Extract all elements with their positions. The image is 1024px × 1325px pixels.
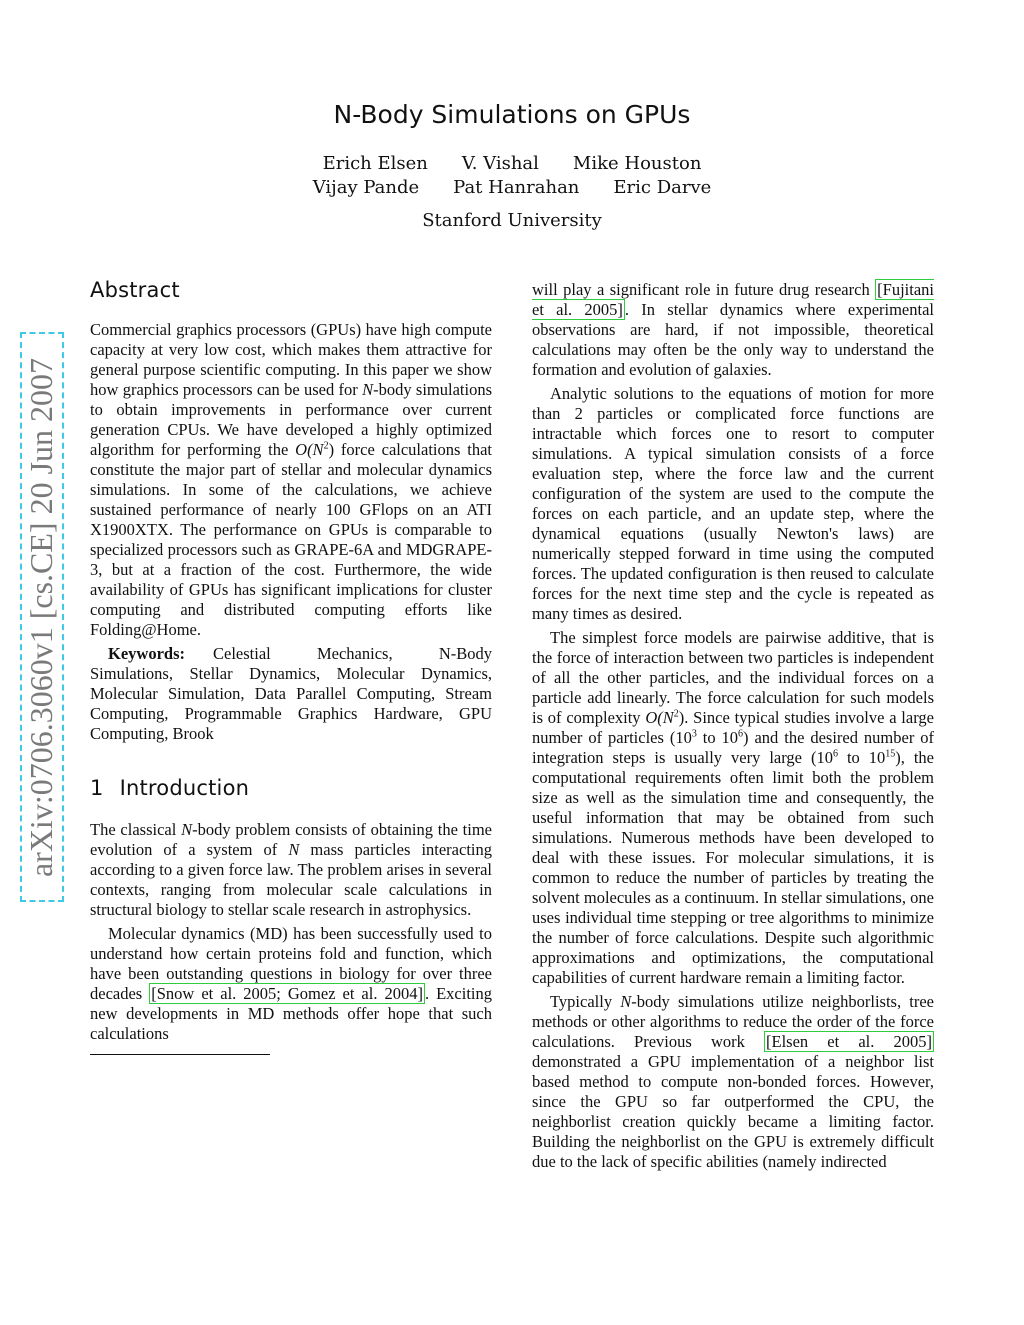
footnote-rule — [90, 1054, 270, 1055]
keywords — [90, 644, 492, 744]
section-number: 1 — [90, 776, 104, 800]
section-title: Introduction — [119, 776, 250, 800]
arxiv-stamp — [20, 332, 64, 902]
right-column — [532, 280, 934, 1176]
arxiv-id: arXiv:0706.3060v1 [cs.CE] 20 Jun 2007 — [23, 357, 60, 877]
citation-link[interactable]: [Snow et al. 2005; Gomez et al. 2004] — [151, 984, 423, 1003]
citation-link[interactable]: [Fujitani et al. 2005] — [532, 280, 934, 319]
right-paragraph-4: Typically N-body simulations utilize neighborlists, tree methods or other algorithms to reduce the order of the force calculations. Previous work [Elsen et al. 2005] demonstrated a GPU implementation of a neighbor list based method to compute non-bonded forces. However, since the GPU so far outperformed the CPU, the neighborlist creation quickly became a limiting factor. Building the neighborlist on the GPU is extremely difficult due to the lack of specific abilities (namely indirected — [532, 992, 934, 1171]
right-paragraph-1: will play a significant role in future drug research [Fujitani et al. 2005] . In stellar dynamics where experimental observations are hard, if not impossible, theoretical calculations may often be the only way to understand the formation and evolution of galaxies. — [532, 280, 934, 379]
author: Eric Darve — [613, 177, 712, 198]
author: Pat Hanrahan — [453, 177, 580, 198]
author: Mike Houston — [572, 153, 702, 174]
abstract-text: Commercial graphics processors (GPUs) have high compute capacity at very low cost, which makes them attractive for general purpose scientific computing. In this paper we show how graphics processors can be used for N-body simulations to obtain improvements in performance over current generation CPUs. We have developed a highly optimized algorithm for performing the $O(N^2)$ force calculations that constitute the major part of stellar and molecular dynamics simulations. In some of the calculations, we achieve sustained performance of nearly 100 GFlops on an ATI X1900XTX. The performance on GPUs is comparable to specialized processors such as GRAPE-6A and MDGRAPE-3, but at a fraction of the cost. Furthermore, the wide availability of GPUs has significant implications for cluster computing and distributed computing efforts like Folding@Home. — [90, 320, 492, 639]
intro-paragraph-2: Molecular dynamics (MD) has been successfully used to understand how certain proteins fold and function, which have been outstanding questions in biology for over three decades [Snow et al. 2005; Gomez et al. 2004] . Exciting new developments in MD methods offer hope that such calculations — [90, 924, 493, 1043]
intro-paragraph-1: The classical N-body problem consists of obtaining the time evolution of a system of N mass particles interacting according to a given force law. The problem arises in several contexts, ranging from molecular scale calculations in structural biology to stellar scale research in astrophysics. — [90, 820, 492, 919]
keywords-text: Celestial Mechanics, N-Body Simulations, Stellar Dynamics, Molecular Dynamics, Molecular Simulation, Data Parallel Computing, Stream Computing, Programmable Graphics Hardware, GPU Computing, Brook — [90, 644, 492, 743]
right-paragraph-3: The simplest force models are pairwise additive, that is the force of interaction between two particles is independent of all the other particles, and the individual forces on a particle add linearly. The force calculation for such models is of complexity $O(N^2)$. Since typical studies involve a large number of particles ($10^3$ to $10^6$) and the desired number of integration steps is usually very large ($10^6$ to $10^{15}$), the computational requirements often limit both the problem size as well as the simulation time and consequently, the useful information that may be obtained from such simulations. Numerous methods have been developed to deal with these issues. For molecular simulations, it is common to reduce the number of particles by treating the solvent molecules as a continuum. In stellar simulations, one uses individual time stepping or tree algorithms to minimize the number of force calculations. Despite such algorithmic approximations and optimizations, the computational capabilities of current hardware remain a limiting factor. — [532, 628, 934, 987]
affiliation: Stanford University — [422, 210, 602, 231]
author: Vijay Pande — [312, 177, 420, 198]
left-column — [90, 280, 492, 1055]
author: Erich Elsen — [322, 153, 428, 174]
right-paragraph-2: Analytic solutions to the equations of motion for more than 2 particles or complicated force functions are intractable which forces one to resort to computer simulations. A typical simulation consists of a force evaluation step, where the force law and the current configuration of the system are used to the compute the forces on each particle, and an update step, where the dynamical equations (usually Newton's laws) are numerically stepped forward in time using the computed forces. The updated configuration is then reused to calculate forces for the next time step and the cycle is repeated as many times as desired. — [532, 384, 934, 623]
author-row-2 — [0, 176, 1024, 200]
citation-link[interactable]: [Elsen et al. 2005] — [766, 1032, 932, 1051]
section-heading-introduction — [90, 778, 492, 798]
abstract-heading: Abstract — [90, 278, 180, 302]
author-block — [0, 152, 1024, 200]
keywords-label: Keywords: — [108, 644, 185, 663]
author: V. Vishal — [461, 153, 539, 174]
paper-title: N-Body Simulations on GPUs — [333, 100, 691, 129]
author-row-1 — [0, 152, 1024, 176]
